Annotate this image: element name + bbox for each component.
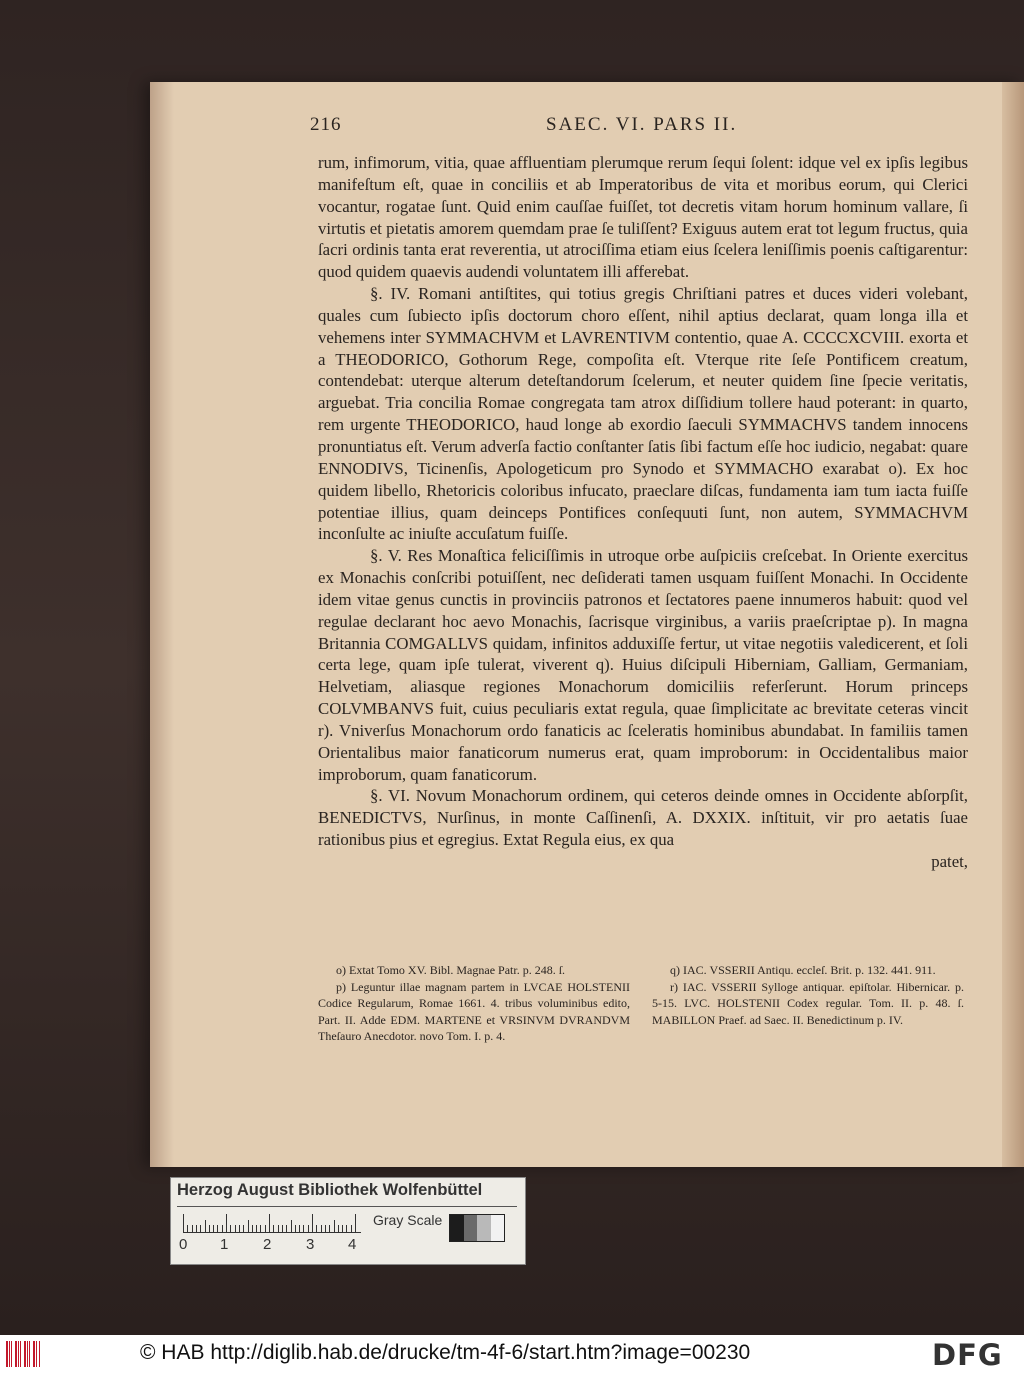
ruler-number: 1 bbox=[220, 1236, 229, 1253]
barcode-bar bbox=[9, 1341, 10, 1367]
ruler-tick bbox=[308, 1225, 309, 1232]
gray-patch bbox=[491, 1215, 505, 1241]
barcode-icon bbox=[6, 1341, 44, 1367]
ruler-tick bbox=[256, 1225, 257, 1232]
ruler-tick bbox=[299, 1225, 300, 1232]
barcode-bar bbox=[33, 1341, 35, 1367]
ruler-tick bbox=[239, 1225, 240, 1232]
ruler-tick bbox=[213, 1225, 214, 1232]
ruler-tick bbox=[329, 1225, 330, 1232]
ruler-tick bbox=[282, 1225, 283, 1232]
barcode-bar bbox=[11, 1341, 12, 1367]
library-name: Herzog August Bibliothek Wolfenbüttel bbox=[177, 1181, 483, 1199]
ruler-tick bbox=[248, 1220, 249, 1232]
strip-divider bbox=[177, 1206, 517, 1207]
paragraph-4: §. VI. Novum Monachorum ordinem, qui ceteros deinde omnes in Occidente abſorpſit, BENEDICTVS, Nurſinus, in monte Caſſinenſi, A. DXXIX. inſtituit, vir pro aetatis ſuae rationibus pius et egregius. Extat Regula eius, ex qua bbox=[318, 786, 968, 850]
catchword: patet, bbox=[931, 852, 968, 871]
footnote-p: p) Leguntur illae magnam partem in LVCAE HOLSTENII Codice Regularum, Romae 1661. 4. tribus voluminibus edito, Part. II. Adde EDM. MARTENE et VRSINVM DVRANDVM Theſauro Anecdotor. novo Tom. I. p. 4. bbox=[318, 979, 630, 1044]
footnote-r: r) IAC. VSSERII Sylloge antiquar. epiſtolar. Hibernicar. p. 5-15. LVC. HOLSTENII Codex regular. Tom. II. p. 48. ſ. MABILLON Praef. ad Saec. II. Benedictinum p. IV. bbox=[652, 979, 964, 1027]
ruler-tick bbox=[338, 1225, 339, 1232]
ruler-tick bbox=[265, 1225, 266, 1232]
barcode-bar bbox=[24, 1341, 26, 1367]
copyright-url[interactable]: © HAB http://diglib.hab.de/drucke/tm-4f-6/start.htm?image=00230 bbox=[140, 1341, 751, 1364]
ruler-tick bbox=[342, 1225, 343, 1232]
gray-patch bbox=[464, 1215, 478, 1241]
ruler-tick bbox=[243, 1225, 244, 1232]
footnotes-right-column bbox=[652, 962, 964, 1028]
barcode-bar bbox=[29, 1341, 30, 1367]
ruler-tick bbox=[200, 1225, 201, 1232]
ruler-scale bbox=[183, 1212, 361, 1233]
ruler-tick bbox=[196, 1225, 197, 1232]
footer-bar bbox=[0, 1335, 1024, 1373]
ruler-tick bbox=[316, 1225, 317, 1232]
ruler-tick bbox=[230, 1225, 231, 1232]
paragraph-2: §. IV. Romani antiſtites, qui totius gregis Chriſtiani patres et duces videri volebant, quales cum ſubiecto ipſis doctorum choro eſſent, nihil aptius declarat, quam longa illa et vehemens inter SYMMACHVM et LAVRENTIVM contentio, quae A. CCCCXCVIII. exorta et a THEODORICO, Gothorum Rege, compoſita eſt. Vterque rite ſeſe Pontificem creatum, contendebat: uterque alterum deteſtandorum ſcelerum, et neuter quidem ſine ſpecie veritatis, arguebat. Tria concilia Romae congregata tam atrox diſſidium tollere haud poterant: in quarto, rem urgente THEODORICO, haud longe ab exordio ſaeculi SYMMACHVS tandem innocens pronuntiatus eſt. Verum adverſa factio conſtanter ſatis ſibi factum eſſe hoc iudicio, negabat: quare ENNODIVS, Ticinenſis, Apologeticum pro Synodo et SYMMACHO exarabat o). Ex hoc quidem libello, Rhetoricis coloribus infucato, praeclare diſcas, fundamenta iam tum iacta fuiſſe potentiae illius, quam deinceps Pontifices conſequuti ſunt, non autem, SYMMACHVM inconſulte ac iniuſte accuſatum fuiſſe. bbox=[318, 284, 968, 544]
barcode-bar bbox=[15, 1341, 17, 1367]
ruler-tick bbox=[278, 1225, 279, 1232]
barcode-bar bbox=[39, 1341, 40, 1367]
gray-patch bbox=[450, 1215, 464, 1241]
footnote-q: q) IAC. VSSERII Antiqu. eccleſ. Brit. p. 132. 441. 911. bbox=[670, 963, 936, 977]
paragraph-3: §. V. Res Monaſtica feliciſſimis in utroque orbe auſpiciis creſcebat. In Oriente exercitus ex Monachis conſcribi potuiſſent, nec deſiderati tamen usquam fuiſſent Monachi. In Occidente idem vitae genus cunctis in provinciis patronos et ſectatores paene innumeros habuit: quod vel regulae declarant hoc aevo Monachis, ſacrisque virginibus, a variis praeſcriptae p). In magna Britannia COMGALLVS quidam, infinitos adduxiſſe fertur, ut vitae negotiis valedicerent, et ſoli certa lege, quam ipſe tulerat, viverent q). Huius diſcipuli Hiberniam, Galliam, Germaniam, Helvetiam, aliasque regiones Monachorum domiciliis referſerunt. Horum princeps COLVMBANVS fuit, cuius peculiaris extat regula, quae ſimplicitate ac brevitate ceteras vincit r). Vniverſus Monachorum ordo fanaticis ac ſceleratis hominibus abundabat. In familiis tamen Orientalibus maior fanaticorum numerus erat, quam improborum: in Occidentalibus maior improborum, quam fanaticorum. bbox=[318, 546, 968, 784]
ruler-tick bbox=[183, 1214, 184, 1232]
barcode-bar bbox=[27, 1341, 28, 1367]
ruler-tick bbox=[334, 1220, 335, 1232]
ruler-tick bbox=[355, 1214, 356, 1232]
ruler-tick bbox=[252, 1225, 253, 1232]
ruler-tick bbox=[235, 1225, 236, 1232]
ruler-number: 3 bbox=[306, 1236, 315, 1253]
body-text bbox=[318, 152, 968, 873]
ruler-numbers bbox=[179, 1236, 379, 1258]
ruler-tick bbox=[192, 1225, 193, 1232]
barcode-bar bbox=[6, 1341, 8, 1367]
ruler-tick bbox=[346, 1225, 347, 1232]
gray-patch bbox=[477, 1215, 491, 1241]
color-calibration-strip bbox=[170, 1177, 526, 1265]
ruler-tick bbox=[321, 1225, 322, 1232]
ruler-tick bbox=[205, 1220, 206, 1232]
ruler-tick bbox=[286, 1225, 287, 1232]
ruler-tick bbox=[269, 1214, 270, 1232]
page-number: 216 bbox=[310, 114, 342, 135]
gray-scale-patches bbox=[449, 1214, 505, 1242]
ruler-number: 0 bbox=[179, 1236, 188, 1253]
ruler-tick bbox=[303, 1225, 304, 1232]
gray-scale-label: Gray Scale bbox=[373, 1212, 443, 1228]
ruler-tick bbox=[312, 1214, 313, 1232]
footnotes bbox=[318, 962, 968, 1062]
ruler-tick bbox=[325, 1225, 326, 1232]
ruler-tick bbox=[295, 1225, 296, 1232]
ruler-number: 2 bbox=[263, 1236, 272, 1253]
footnote-o: o) Extat Tomo XV. Bibl. Magnae Patr. p. 248. ſ. bbox=[336, 963, 566, 977]
ruler-tick bbox=[217, 1225, 218, 1232]
footnotes-left-column bbox=[318, 962, 630, 1045]
paragraph-1: rum, infimorum, vitia, quae affluentiam plerumque rerum ſequi ſolent: idque vel ex ipſis legibus manifeſtum eſt, quae in conciliis et ab Imperatoribus de vita et moribus eorum, qui Clerici vocantur, rogatae ſunt. Quid enim cauſſae fuiſſet, tot decretis vitam horum hominum vallare, ſi virtutis et pietatis amorem quemdam prae ſe tuliſſent? Exiguus autem erat tot legum fructus, quia ſacri ordinis tanta erat reverentia, ut atrociſſima etiam eius ſcelera leniſſimis poenis caſtigarentur: quod quidem quaevis audendi voluntatem illi afferebat. bbox=[318, 153, 968, 282]
ruler-tick bbox=[222, 1225, 223, 1232]
ruler-tick bbox=[209, 1225, 210, 1232]
barcode-bar bbox=[18, 1341, 19, 1367]
gutter-shadow bbox=[150, 82, 174, 1167]
ruler-number: 4 bbox=[348, 1236, 357, 1253]
running-head: SAEC. VI. PARS II. bbox=[546, 114, 738, 135]
ruler-tick bbox=[226, 1214, 227, 1232]
page-edge bbox=[1002, 82, 1024, 1167]
ruler-tick bbox=[273, 1225, 274, 1232]
ruler-tick bbox=[291, 1220, 292, 1232]
barcode-bar bbox=[36, 1341, 37, 1367]
ruler-tick bbox=[187, 1225, 188, 1232]
ruler-tick bbox=[260, 1225, 261, 1232]
page-header bbox=[310, 114, 970, 144]
barcode-bar bbox=[20, 1341, 21, 1367]
dfg-logo: DFG bbox=[932, 1338, 1003, 1372]
ruler-tick bbox=[351, 1225, 352, 1232]
